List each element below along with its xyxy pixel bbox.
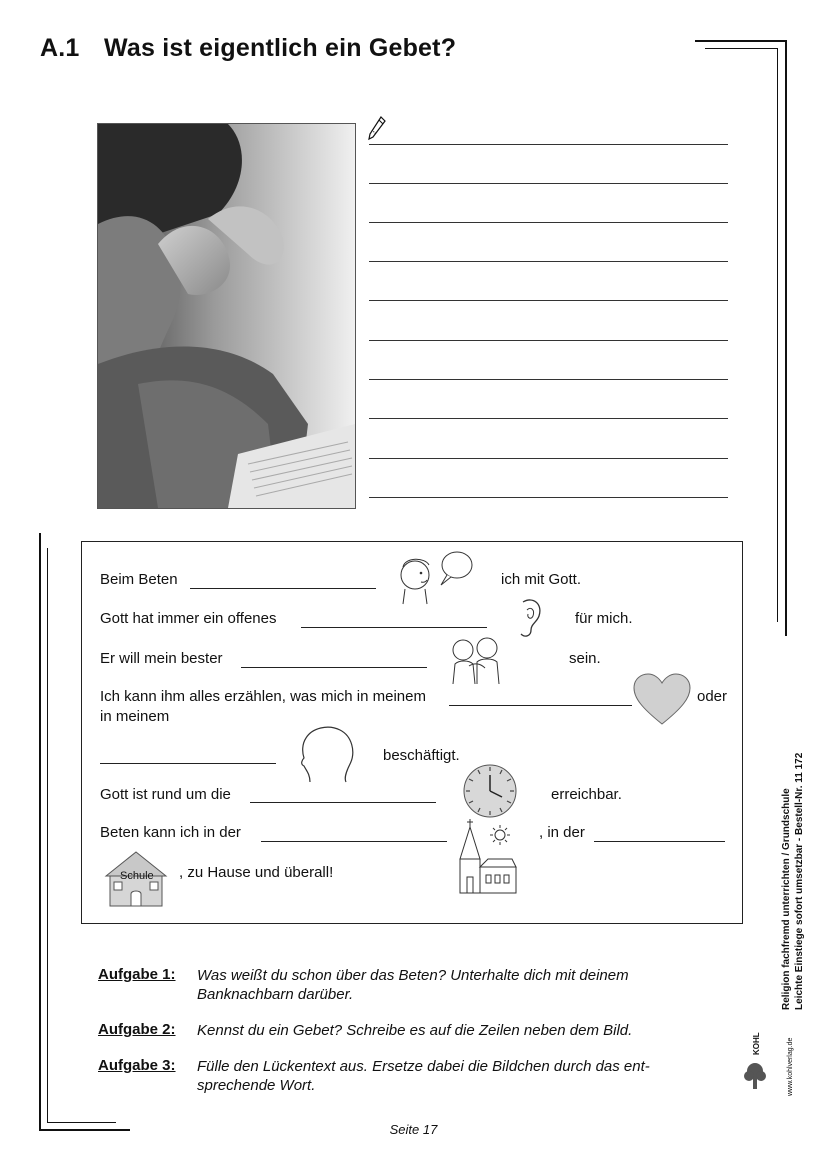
publisher-url: www.kohlverlag.de [787,1037,794,1096]
publisher-name: KOHL [752,1032,761,1055]
gap-line-5-after: beschäftigt. [383,747,460,764]
gap-line-8-after: , zu Hause und überall! [179,864,334,881]
gap-line-2-before: Gott hat immer ein offenes [100,610,277,627]
gap-line-4-before: Ich kann ihm alles erzählen, was mich in meinem [100,688,426,705]
frame-line-right-2 [777,48,778,622]
blank-field[interactable] [449,705,632,706]
tree-logo-icon [744,1062,766,1090]
task-label: Aufgabe 2: [98,1021,176,1038]
talking-boy-icon [397,549,475,605]
head-icon [298,724,358,784]
frame-line-top-right-2 [705,48,778,49]
task-label: Aufgabe 3: [98,1057,176,1074]
writing-line[interactable] [369,144,728,145]
section-number: A.1 [40,34,80,62]
gap-line-7-middle: , in der [539,824,585,841]
blank-field[interactable] [241,667,427,668]
blank-field[interactable] [594,841,725,842]
friends-icon [445,636,507,686]
pencil-icon [367,115,387,141]
gap-line-1-before: Beim Beten [100,571,178,588]
title-text: Was ist eigentlich ein Gebet? [104,34,457,62]
writing-line[interactable] [369,222,728,223]
frame-line-top-right-1 [695,40,786,42]
writing-line[interactable] [369,183,728,184]
gap-line-6-before: Gott ist rund um die [100,786,231,803]
frame-line-right-1 [785,40,787,636]
frame-line-left-1 [39,533,41,1130]
writing-line[interactable] [369,458,728,459]
writing-line[interactable] [369,379,728,380]
blank-field[interactable] [261,841,447,842]
sidebar-publisher-info [780,700,827,1010]
gap-line-1-after: ich mit Gott. [501,571,582,588]
blank-field[interactable] [250,802,436,803]
task-label: Aufgabe 1: [98,966,176,983]
writing-line[interactable] [369,497,728,498]
gap-line-3-before: Er will mein bester [100,650,223,667]
ear-icon [515,596,545,640]
gap-line-4-after: oder [697,688,728,705]
task-text: Was weißt du schon über das Beten? Unterhalte dich mit deinem Banknachbarn darüber. [197,967,629,1003]
gap-line-2-after: für mich. [575,610,633,627]
church-icon [456,817,518,895]
praying-boy-photo [97,123,356,509]
writing-line[interactable] [369,261,728,262]
blank-field[interactable] [190,588,376,589]
writing-line[interactable] [369,300,728,301]
blank-field[interactable] [301,627,487,628]
gap-line-4-continued: in meinem [100,708,170,725]
gap-line-3-after: sein. [569,650,601,667]
frame-line-left-2 [47,548,48,1123]
gap-line-6-after: erreichbar. [551,786,622,803]
writing-line[interactable] [369,340,728,341]
gap-line-7-before: Beten kann ich in der [100,824,241,841]
writing-line[interactable] [369,418,728,419]
task-text: Fülle den Lückentext aus. Ersetze dabei die Bildchen durch das ent-sprechende Wort. [197,1058,650,1094]
school-sign: Schule [120,870,154,882]
sidebar-line-1: Religion fachfremd unterrichten / Grundschule [781,788,792,1010]
clock-icon [462,763,518,819]
page-title [40,34,456,63]
sidebar-line-2: Leichte Einstiege sofort umsetzbar - Bestell-Nr. 11 172 [794,752,805,1010]
heart-icon [632,672,692,726]
blank-field[interactable] [100,763,276,764]
page-number: Seite 17 [389,1122,438,1137]
task-text: Kennst du ein Gebet? Schreibe es auf die Zeilen neben dem Bild. [197,1022,633,1039]
